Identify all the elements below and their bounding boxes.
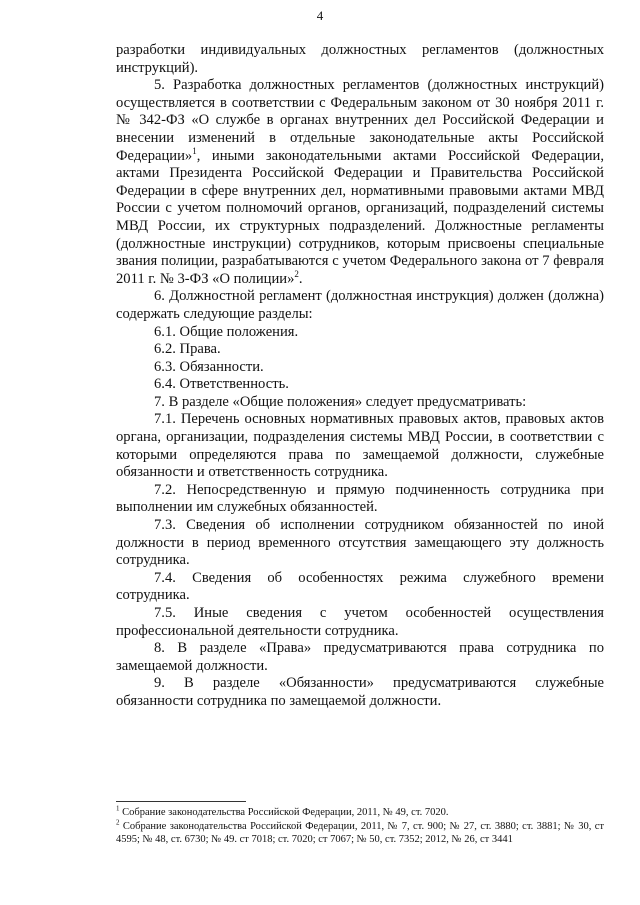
footnote-2-text: Собрание законодательства Российской Федерации, 2011, № 7, ст. 900; № 27, ст. 3880; ст. 3881; № 30, ст 4595; № 48, ст. 6730; № 49. ст 7018; ст. 7020; ст 7067; № 50, ст. 7352; 2012, № 26, ст 3441 <box>116 820 604 845</box>
paragraph-7-3: 7.3. Сведения об исполнении сотрудником обязанностей по иной должности в период временного отсутствия замещающего эту должность сотрудника. <box>116 517 604 569</box>
footnote-2 <box>116 820 604 847</box>
footnote-1 <box>116 806 604 820</box>
paragraph-5-text-end: . <box>298 270 303 287</box>
paragraph-6: 6. Должностной регламент (должностная инструкция) должен (должна) содержать следующие разделы: <box>116 288 604 322</box>
paragraph-5 <box>116 77 604 288</box>
footnote-1-text: Собрание законодательства Российской Федерации, 2011, № 49, ст. 7020. <box>119 807 449 818</box>
footnotes <box>116 806 604 847</box>
paragraph-7: 7. В разделе «Общие положения» следует предусматривать: <box>154 393 527 410</box>
paragraph-6-2: 6.2. Права. <box>154 341 221 358</box>
footnote-ref-1: 1 <box>192 145 197 156</box>
paragraph-6-4: 6.4. Ответственность. <box>154 376 289 393</box>
document-body <box>116 42 604 711</box>
footnote-1-mark: 1 <box>116 804 120 813</box>
paragraph-5-text: 5. Разработка должностных регламентов (должностных инструкций) осуществляется в соответствии с Федеральным законом от 30 ноября 2011 г. № 342-ФЗ «О службе в органах внутренних дел Российской Федерации и внесении изменений в отдельные законодательные акты Российской Федерации» <box>116 77 604 164</box>
page-number: 4 <box>316 8 324 23</box>
footnote-2-mark: 2 <box>116 818 120 826</box>
paragraph-7-5: 7.5. Иные сведения с учетом особенностей осуществления профессиональной деятельности сотрудника. <box>116 605 604 639</box>
footnote-divider <box>116 801 246 802</box>
paragraph-intro-continuation: разработки индивидуальных должностных регламентов (должностных инструкций). <box>116 42 604 76</box>
paragraph-7-2: 7.2. Непосредственную и прямую подчиненность сотрудника при выполнении им служебных обязанностей. <box>116 481 604 516</box>
paragraph-6-3: 6.3. Обязанности. <box>154 358 264 375</box>
paragraph-8: 8. В разделе «Права» предусматриваются права сотрудника по замещаемой должности. <box>116 640 604 674</box>
paragraph-6-1: 6.1. Общие положения. <box>154 323 299 340</box>
paragraph-7-1: 7.1. Перечень основных нормативных правовых актов, правовых актов органа, организации, подразделения системы МВД России, в соответствии с которыми определяются права по замещаемой должности, служебные обязанности и ответственность сотрудника. <box>116 411 604 481</box>
paragraph-9: 9. В разделе «Обязанности» предусматриваются служебные обязанности сотрудника по замещаемой должности. <box>116 675 604 709</box>
paragraph-7-4: 7.4. Сведения об особенностях режима служебного времени сотрудника. <box>116 569 604 604</box>
footnote-ref-2: 2 <box>294 268 299 279</box>
paragraph-5-text-cont: , иными законодательными актами Российской Федерации, актами Президента Российской Федерации и Правительства Российской Федерации в сфере внутренних дел, нормативными правовыми актами МВД России с учетом полномочий органов, организаций, подразделений системы МВД России, их структурных подразделений. Должностные регламенты (должностные инструкции) сотрудников, которым присвоены специальные звания полиции, разрабатываются с учетом Федерального закона от 7 февраля 2011 г. № 3-ФЗ «О полиции» <box>116 147 604 287</box>
